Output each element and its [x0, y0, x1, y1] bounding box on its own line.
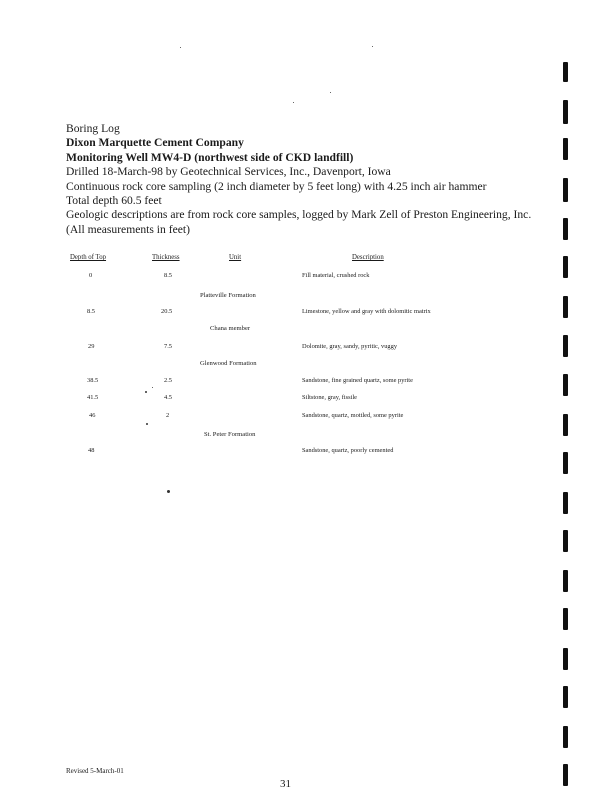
scan-speck [330, 92, 331, 93]
binder-mark [563, 530, 568, 552]
well-name: Monitoring Well MW4-D (northwest side of CKD landfill) [66, 150, 354, 164]
row-thickness: 2 [166, 412, 170, 419]
row-description: Sandstone, fine grained quartz, some pyrite [302, 377, 413, 384]
binder-mark [563, 335, 568, 357]
row-thickness: 8.5 [164, 272, 172, 279]
boring-log-header [66, 122, 536, 237]
row-description: Dolomite, gray, sandy, pyritic, vuggy [302, 343, 398, 350]
binder-mark [563, 178, 568, 202]
row-description: Limestone, yellow and gray with dolomitic matrix [302, 308, 431, 315]
sampling-info: Continuous rock core sampling (2 inch diameter by 5 feet long) with 4.25 inch air hammer [66, 179, 487, 193]
binder-mark [563, 256, 568, 278]
column-header-depth: Depth of Top [70, 254, 107, 261]
binder-mark [563, 374, 568, 396]
row-thickness: 2.5 [164, 377, 172, 384]
binder-mark [563, 686, 568, 708]
formation-label: Platteville Formation [200, 292, 256, 299]
binder-mark [563, 100, 568, 124]
binder-mark [563, 138, 568, 160]
row-description: Sandstone, quartz, mottled, some pyrite [302, 412, 404, 419]
binder-mark [563, 608, 568, 630]
row-thickness: 20.5 [161, 308, 173, 315]
row-description: Siltstone, gray, fissile [302, 394, 357, 401]
column-header-unit: Unit [229, 254, 242, 261]
row-depth: 41.5 [87, 394, 99, 401]
column-header-thickness: Thickness [152, 254, 180, 261]
row-depth: 8.5 [87, 308, 95, 315]
row-thickness: 4.5 [164, 394, 172, 401]
scan-speck [180, 47, 181, 48]
row-depth: 0 [89, 272, 93, 279]
scan-speck [293, 102, 294, 103]
binder-mark [563, 492, 568, 514]
binder-mark [563, 296, 568, 318]
scan-speck [146, 423, 148, 425]
row-description: Sandstone, quartz, poorly cemented [302, 447, 394, 454]
scan-speck [145, 391, 147, 393]
formation-label: Chana member [210, 325, 251, 332]
binder-mark [563, 764, 568, 786]
scan-speck [152, 387, 153, 388]
row-description: Fill material, crushed rock [302, 272, 370, 279]
scan-speck [167, 490, 170, 493]
binder-mark [563, 570, 568, 592]
formation-label: Glenwood Formation [200, 360, 257, 367]
column-header-description: Description [352, 254, 384, 261]
row-depth: 46 [89, 412, 96, 419]
binder-mark [563, 726, 568, 748]
row-depth: 38.5 [87, 377, 99, 384]
binder-mark [563, 62, 568, 82]
company-name: Dixon Marquette Cement Company [66, 136, 244, 150]
binder-mark [563, 414, 568, 436]
formation-label: St. Peter Formation [204, 431, 256, 438]
row-depth: 48 [88, 447, 95, 454]
revision-date: Revised 5-March-01 [66, 767, 124, 775]
doc-title: Boring Log [66, 122, 120, 135]
total-depth: Total depth 60.5 feet [66, 194, 162, 208]
scan-speck [372, 46, 373, 47]
description-note: Geologic descriptions are from rock core samples, logged by Mark Zell of Preston Engineering, Inc. (All measurements in feet) [66, 208, 532, 236]
binder-mark [563, 648, 568, 670]
row-thickness: 7.5 [164, 343, 172, 350]
binder-mark [563, 452, 568, 474]
drilling-info: Drilled 18-March-98 by Geotechnical Services, Inc., Davenport, Iowa [66, 165, 391, 179]
page-number: 31 [280, 778, 291, 790]
row-depth: 29 [88, 343, 95, 350]
binder-mark [563, 218, 568, 240]
